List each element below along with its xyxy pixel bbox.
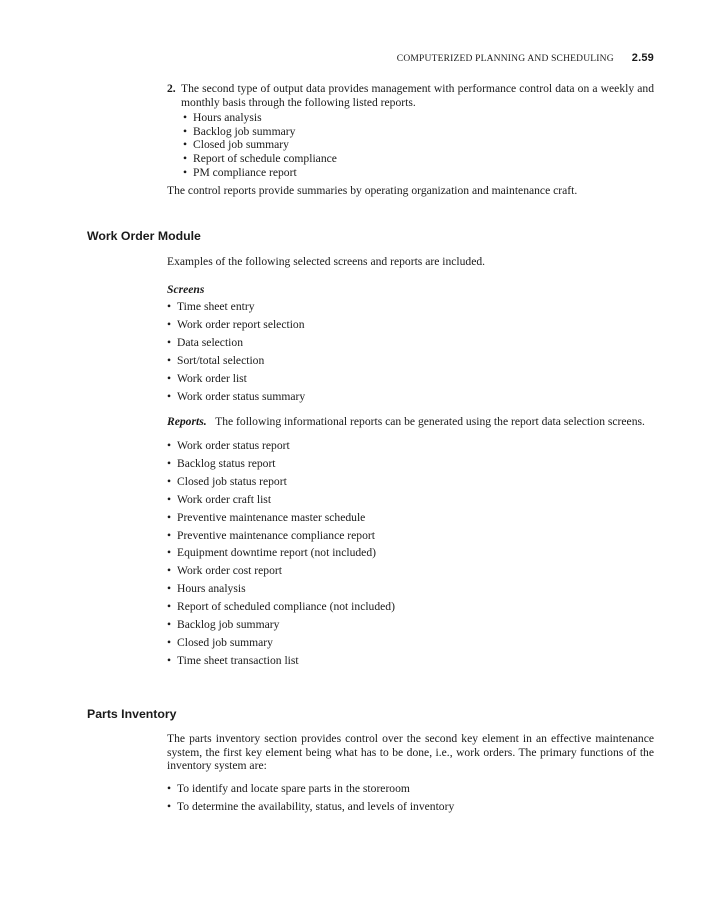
list-item: • Closed job summary [167, 634, 654, 652]
list-item: • Report of scheduled compliance (not included) [167, 598, 654, 616]
reports-text: The following informational reports can be generated using the report data selection screens. [215, 414, 645, 428]
screens-heading: Screens [167, 282, 205, 296]
list-item: • PM compliance report [183, 166, 654, 180]
parts-inventory-section [167, 732, 654, 816]
list-item: • Work order report selection [167, 316, 654, 334]
page-header [397, 52, 654, 64]
list-item: • Time sheet entry [167, 298, 654, 316]
list-item: • Hours analysis [167, 580, 654, 598]
list-item: • Report of schedule compliance [183, 152, 654, 166]
reports-paragraph [167, 415, 654, 429]
list-item: • To determine the availability, status, and levels of inventory [167, 798, 654, 816]
list-item: • Closed job status report [167, 473, 654, 491]
list-item: • Preventive maintenance compliance report [167, 527, 654, 545]
running-title: COMPUTERIZED PLANNING AND SCHEDULING [396, 54, 614, 64]
list-item: • Time sheet transaction list [167, 652, 654, 670]
list-item: • Work order cost report [167, 562, 654, 580]
numbered-item-2 [167, 82, 654, 198]
work-order-intro: Examples of the following selected screens and reports are included. [167, 255, 486, 268]
list-item: • Data selection [167, 334, 654, 352]
list-item: • Backlog job summary [167, 616, 654, 634]
list-item: • Work order list [167, 370, 654, 388]
parts-inventory-heading: Parts Inventory [87, 707, 177, 721]
inventory-functions-list [167, 780, 654, 816]
list-item: • Backlog job summary [183, 125, 654, 139]
reports-list [167, 437, 654, 670]
list-item: • Hours analysis [183, 111, 654, 125]
reports-heading: Reports. [167, 414, 207, 428]
work-order-heading: Work Order Module [87, 229, 201, 243]
item-paragraph: The second type of output data provides management with performance control data on a weekly and monthly basis through the following listed reports. [181, 82, 654, 109]
page-number: 2.59 [631, 52, 654, 64]
work-order-section [167, 255, 654, 670]
item-number: 2. [167, 82, 176, 95]
list-item: • Work order status summary [167, 388, 654, 406]
control-report-list [183, 111, 654, 179]
list-item: • Backlog status report [167, 455, 654, 473]
parts-intro: The parts inventory section provides control over the second key element in an effective maintenance system, the first key element being what has to be done, i.e., work orders. The primary functions of the inventory system are: [167, 732, 654, 773]
list-item: • Work order craft list [167, 491, 654, 509]
list-item: • To identify and locate spare parts in the storeroom [167, 780, 654, 798]
list-item: • Sort/total selection [167, 352, 654, 370]
screens-list [167, 298, 654, 405]
list-item: • Work order status report [167, 437, 654, 455]
list-item: • Equipment downtime report (not included) [167, 544, 654, 562]
list-item: • Preventive maintenance master schedule [167, 509, 654, 527]
control-closing-paragraph: The control reports provide summaries by operating organization and maintenance craft. [167, 184, 578, 198]
list-item: • Closed job summary [183, 138, 654, 152]
